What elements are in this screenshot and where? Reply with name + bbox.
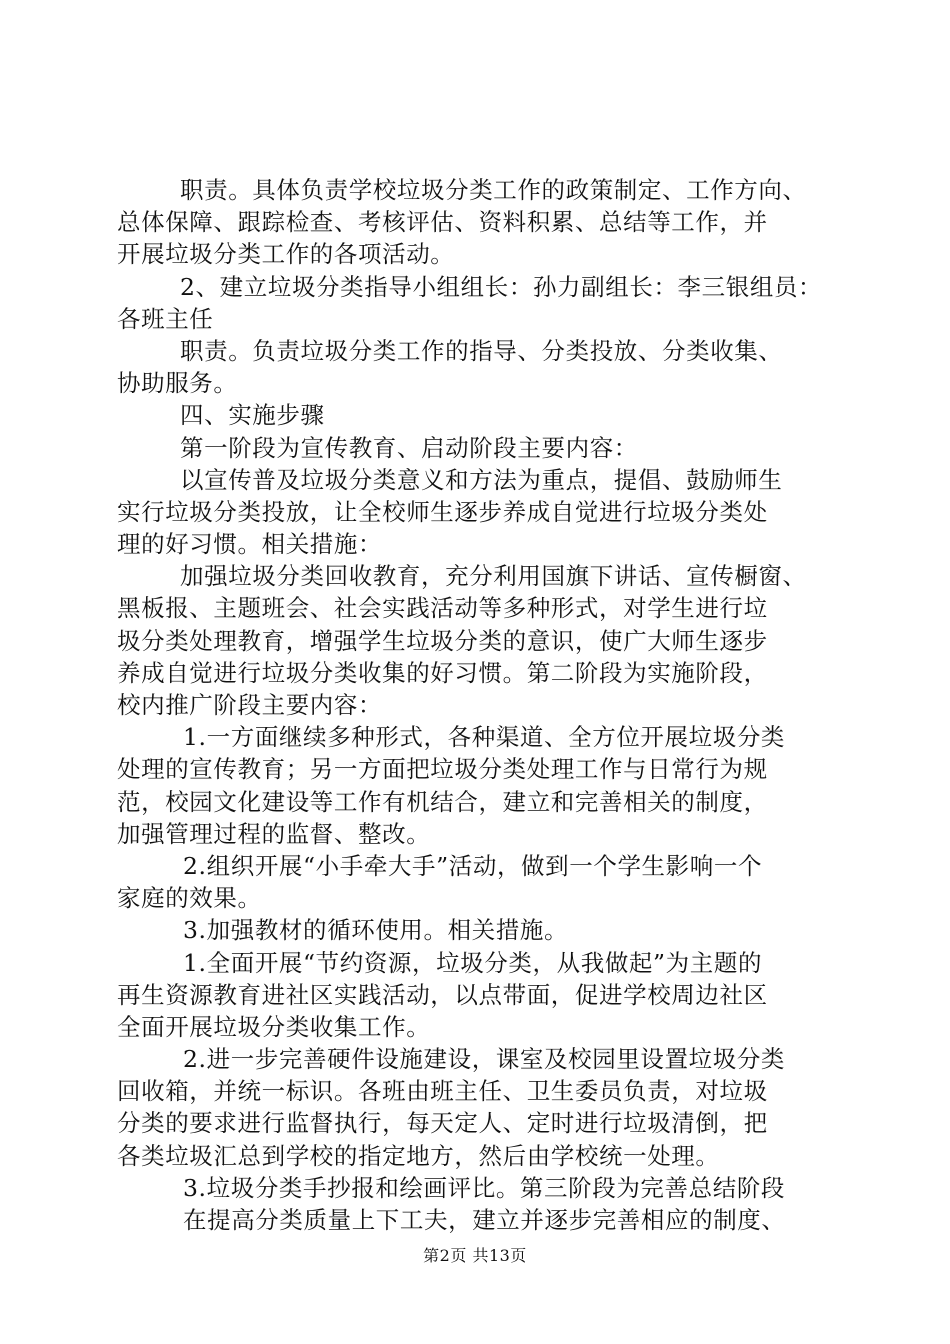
text-line: 黑板报、主题班会、社会实践活动等多种形式，对学生进行垃	[117, 594, 768, 623]
text-line: 分类的要求进行监督执行，每天定人、定时进行垃圾清倒，把	[117, 1109, 768, 1138]
text-line: 1.一方面继续多种形式，各种渠道、全方位开展垃圾分类	[183, 723, 786, 752]
text-line: 实行垃圾分类投放，让全校师生逐步养成自觉进行垃圾分类处	[117, 497, 768, 526]
text-line: 协助服务。	[117, 369, 238, 398]
text-line: 在提高分类质量上下工夫，建立并逐步完善相应的制度、	[183, 1206, 786, 1234]
document-body	[117, 174, 837, 1236]
text-line: 1.全面开展“节约资源，垃圾分类，从我做起”为主题的	[183, 948, 763, 977]
text-line: 开展垃圾分类工作的各项活动。	[117, 240, 455, 269]
text-line: 加强垃圾分类回收教育，充分利用国旗下讲话、宣传橱窗、	[180, 562, 807, 591]
text-line: 2.进一步完善硬件设施建设，课室及校园里设置垃圾分类	[183, 1045, 786, 1074]
text-line: 2.组织开展“小手牵大手”活动，做到一个学生影响一个	[183, 851, 763, 880]
text-line: 范，校园文化建设等工作有机结合，建立和完善相关的制度，	[117, 787, 768, 816]
text-line: 职责。具体负责学校垃圾分类工作的政策制定、工作方向、	[180, 176, 807, 204]
text-line: 总体保障、跟踪检查、考核评估、资料积累、总结等工作，并	[117, 208, 768, 237]
text-line: 四、实施步骤	[180, 401, 325, 430]
text-line: 职责。负责垃圾分类工作的指导、分类投放、分类收集、	[180, 336, 783, 365]
text-line: 再生资源教育进社区实践活动，以点带面，促进学校周边社区	[117, 980, 768, 1009]
text-line: 加强管理过程的监督、整改。	[117, 819, 431, 848]
text-line: 家庭的效果。	[117, 884, 262, 913]
text-line: 2、建立垃圾分类指导小组组长：孙力副组长：李三银组员：	[180, 272, 823, 301]
text-line: 3.垃圾分类手抄报和绘画评比。第三阶段为完善总结阶段	[183, 1173, 786, 1202]
text-line: 3.加强教材的循环使用。相关措施。	[183, 916, 569, 945]
text-line: 各类垃圾汇总到学校的指定地方，然后由学校统一处理。	[117, 1141, 720, 1170]
text-line: 以宣传普及垃圾分类意义和方法为重点，提倡、鼓励师生	[180, 465, 783, 494]
text-line: 回收箱，并统一标识。各班由班主任、卫生委员负责，对垃圾	[117, 1077, 768, 1106]
text-line: 全面开展垃圾分类收集工作。	[117, 1012, 431, 1041]
text-line: 校内推广阶段主要内容：	[117, 691, 383, 719]
text-line: 理的好习惯。相关措施：	[117, 530, 383, 559]
text-line: 第一阶段为宣传教育、启动阶段主要内容：	[180, 433, 638, 462]
text-line: 圾分类处理教育，增强学生垃圾分类的意识，使广大师生逐步	[117, 626, 768, 655]
text-line: 各班主任	[117, 304, 214, 333]
text-line: 养成自觉进行垃圾分类收集的好习惯。第二阶段为实施阶段，	[117, 658, 768, 687]
text-line: 处理的宣传教育；另一方面把垃圾分类处理工作与日常行为规	[117, 755, 768, 784]
page-footer: 第2页 共13页	[423, 1246, 527, 1265]
